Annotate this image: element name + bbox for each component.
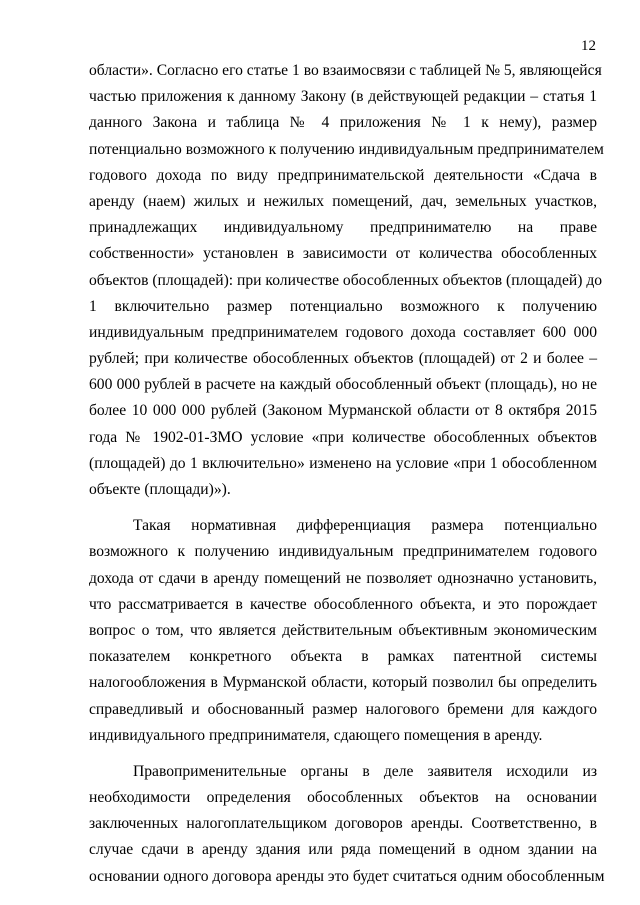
paragraph-p3 [89, 759, 605, 890]
text-line: рублей; при количестве обособленных объектов (площадей) от 2 и более – [89, 350, 597, 368]
text-line: собственности» установлен в зависимости от количества обособленных [89, 245, 597, 263]
text-line: объектов (площадей): при количестве обособленных объектов (площадей) до [89, 271, 603, 289]
text-line: вопрос о том, что является действительным объективным экономическим [89, 621, 597, 639]
text-line: годового дохода по виду предпринимательской деятельности «Сдача в [89, 166, 597, 184]
document-body [89, 58, 605, 890]
text-line: 600 000 рублей в расчете на каждый обособленный объект (площадь), но не [89, 376, 597, 394]
text-line: более 10 000 000 рублей (Законом Мурманской области от 8 октября 2015 [89, 402, 597, 420]
text-line: дохода от сдачи в аренду помещений не позволяет однозначно установить, [89, 569, 597, 587]
text-line: возможного к получению индивидуальным предпринимателем годового [89, 543, 597, 561]
text-line: принадлежащих индивидуальному предпринимателю на праве [89, 219, 597, 237]
text-line: данного Закона и таблица № 4 приложения № 1 к нему), размер [89, 114, 597, 132]
paragraph-p2 [89, 513, 597, 749]
paragraph-p1 [89, 58, 604, 503]
text-line: заключенных налогоплательщиком договоров аренды. Соответственно, в [89, 815, 597, 833]
text-line: Правоприменительные органы в деле заявителя исходили из [133, 762, 597, 780]
text-line: Такая нормативная дифференциация размера потенциально [133, 517, 597, 535]
text-line: что рассматривается в качестве обособленного объекта, и это порождает [89, 595, 597, 613]
text-line: аренду (наем) жилых и нежилых помещений, дач, земельных участков, [89, 192, 597, 210]
text-line: необходимости определения обособленных объектов на основании [89, 789, 597, 807]
text-line: (площадей) до 1 включительно» изменено на условие «при 1 обособленном [89, 454, 597, 472]
text-line: индивидуальным предпринимателем годового дохода составляет 600 000 [89, 323, 597, 341]
text-line: частью приложения к данному Закону (в действующей редакции – статья 1 [89, 88, 597, 106]
text-line: показателем конкретного объекта в рамках патентной системы [89, 648, 597, 666]
text-line: основании одного договора аренды это будет считаться одним обособленным [89, 867, 605, 885]
text-line: потенциально возможного к получению индивидуальным предпринимателем [89, 140, 604, 158]
text-line: индивидуального предпринимателя, сдающего помещения в аренду. [89, 726, 543, 744]
text-line: объекте (площади)»). [89, 481, 231, 498]
text-line: 1 включительно размер потенциально возможного к получению [89, 297, 597, 315]
text-line: года № 1902-01-ЗМО условие «при количестве обособленных объектов [89, 428, 597, 446]
text-line: справедливый и обоснованный размер налогового бремени для каждого [89, 700, 597, 718]
text-line: налогообложения в Мурманской области, который позволил бы определить [89, 674, 597, 692]
page-number: 12 [581, 38, 596, 54]
text-line: случае сдачи в аренду здания или ряда помещений в одном здании на [89, 841, 597, 859]
text-line: области». Согласно его статье 1 во взаимосвязи с таблицей № 5, являющейся [89, 62, 602, 79]
